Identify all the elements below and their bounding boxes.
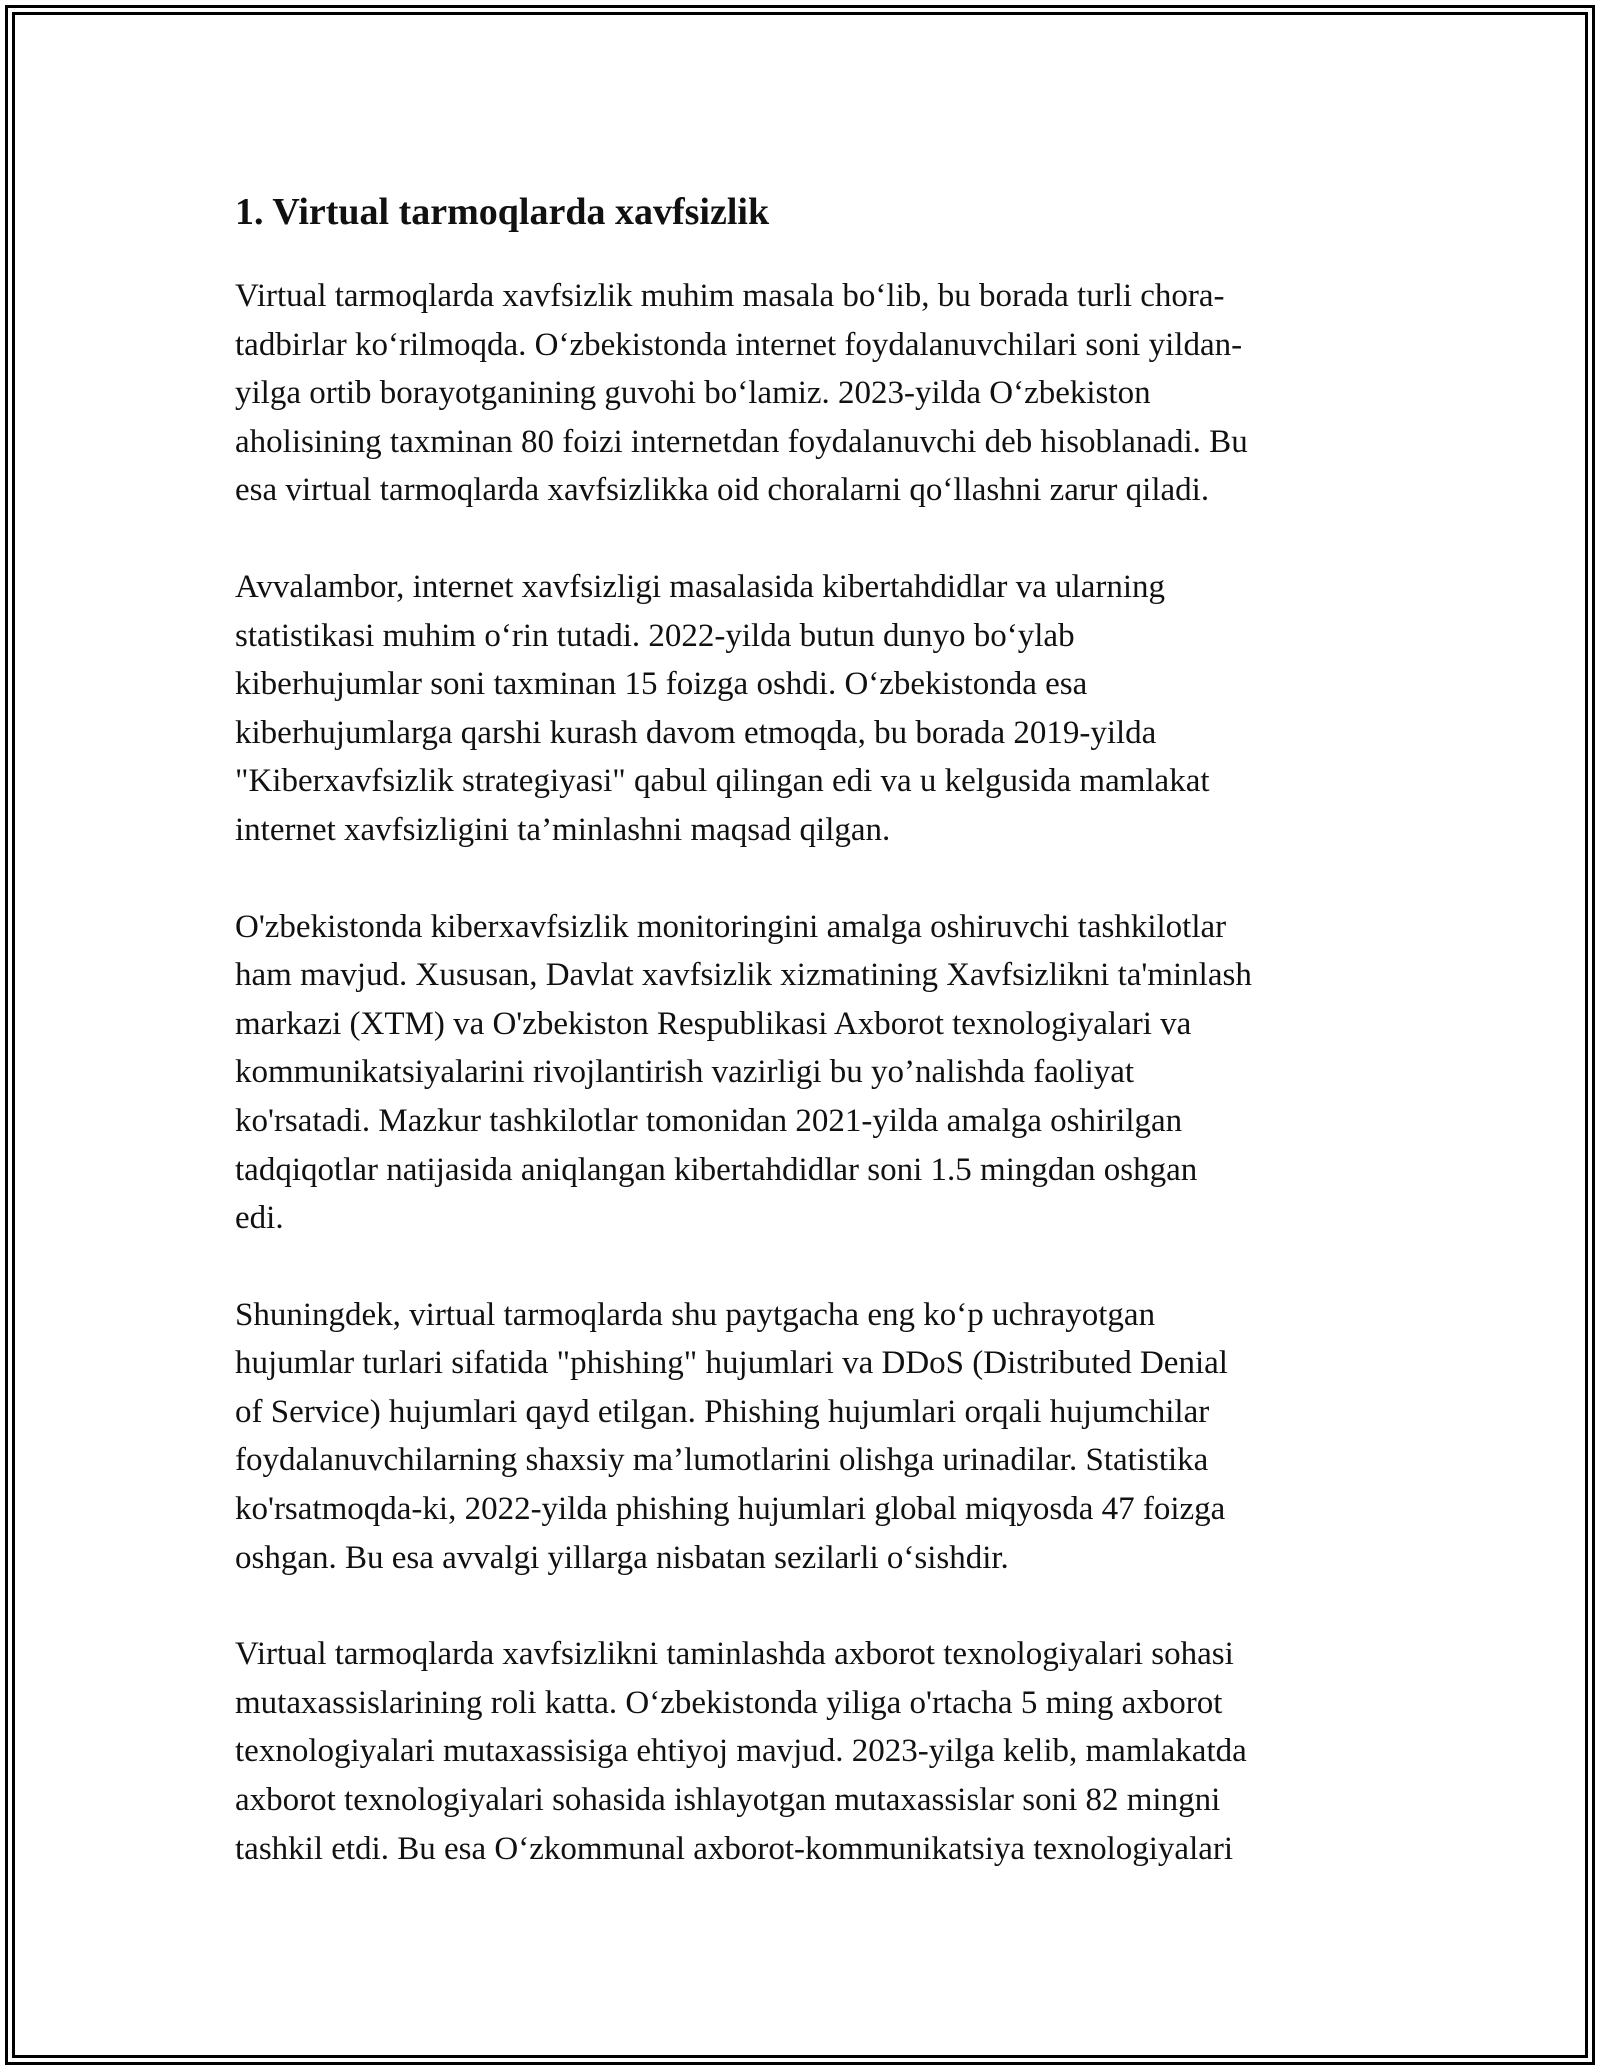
paragraph-line: ko'rsatadi. Mazkur tashkilotlar tomonidan 2021-yilda amalga oshirilgan [235, 1102, 1183, 1139]
paragraph-line: Shuningdek, virtual tarmoqlarda shu paytgacha eng ko‘p uchrayotgan [235, 1296, 1156, 1333]
paragraph-line: mutaxassislarining roli katta. O‘zbekistonda yiliga o'rtacha 5 ming axborot [235, 1684, 1223, 1721]
paragraph-line: aholisining taxminan 80 foizi internetdan foydalanuvchi deb hisoblanadi. Bu [235, 423, 1248, 460]
paragraph-line: ko'rsatmoqda-ki, 2022-yilda phishing hujumlari global miqyosda 47 foizga [235, 1491, 1226, 1528]
paragraph-5 [235, 1630, 1370, 1873]
document-body [235, 186, 1370, 1921]
paragraph-line: tashkil etdi. Bu esa O‘zkommunal axborot-kommunikatsiya texnologiyalari [235, 1830, 1234, 1867]
paragraph-line: statistikasi muhim o‘rin tutadi. 2022-yilda butun dunyo bo‘ylab [235, 617, 1075, 654]
paragraph-line: Virtual tarmoqlarda xavfsizlikni taminlashda axborot texnologiyalari sohasi [235, 1636, 1234, 1673]
paragraph-line: tadbirlar ko‘rilmoqda. O‘zbekistonda internet foydalanuvchilari soni yildan- [235, 326, 1243, 363]
paragraph-line: oshgan. Bu esa avvalgi yillarga nisbatan sezilarli o‘sishdir. [235, 1539, 1009, 1576]
paragraph-line: texnologiyalari mutaxassisiga ehtiyoj mavjud. 2023-yilga kelib, mamlakatda [235, 1733, 1247, 1770]
paragraph-1 [235, 272, 1370, 515]
paragraph-3 [235, 903, 1370, 1243]
paragraph-line: esa virtual tarmoqlarda xavfsizlikka oid choralarni qo‘llashni zarur qiladi. [235, 472, 1210, 509]
paragraph-line: of Service) hujumlari qayd etilgan. Phishing hujumlari orqali hujumchilar [235, 1393, 1210, 1430]
paragraph-line: O'zbekistonda kiberxavfsizlik monitoringini amalga oshiruvchi tashkilotlar [235, 908, 1227, 945]
paragraph-line: ham mavjud. Xususan, Davlat xavfsizlik xizmatining Xavfsizlikni ta'minlash [235, 957, 1252, 994]
paragraph-line: markazi (XTM) va O'zbekiston Respublikasi Axborot texnologiyalari va [235, 1005, 1192, 1042]
paragraph-line: yilga ortib borayotganining guvohi bo‘lamiz. 2023-yilda O‘zbekiston [235, 375, 1151, 412]
paragraph-4 [235, 1291, 1370, 1583]
paragraph-line: tadqiqotlar natijasida aniqlangan kibertahdidlar soni 1.5 mingdan oshgan [235, 1151, 1198, 1188]
paragraph-line: "Kiberxavfsizlik strategiyasi" qabul qilingan edi va u kelgusida mamlakat [235, 763, 1210, 800]
paragraph-line: kiberhujumlarga qarshi kurash davom etmoqda, bu borada 2019-yilda [235, 714, 1157, 751]
paragraph-line: internet xavfsizligini ta’minlashni maqsad qilgan. [235, 811, 891, 848]
paragraph-2 [235, 563, 1370, 855]
paragraph-line: axborot texnologiyalari sohasida ishlayotgan mutaxassislar soni 82 mingni [235, 1782, 1221, 1819]
paragraph-line: Avvalambor, internet xavfsizligi masalasida kibertahdidlar va ularning [235, 568, 1166, 605]
paragraph-line: foydalanuvchilarning shaxsiy ma’lumotlarini olishga urinadilar. Statistika [235, 1442, 1209, 1479]
paragraph-line: edi. [235, 1200, 284, 1237]
document-title: 1. Virtual tarmoqlarda xavfsizlik [235, 191, 770, 233]
paragraph-line: kommunikatsiyalarini rivojlantirish vazirligi bu yo’nalishda faoliyat [235, 1054, 1135, 1091]
paragraph-line: hujumlar turlari sifatida "phishing" hujumlari va DDoS (Distributed Denial [235, 1345, 1228, 1382]
paragraph-line: Virtual tarmoqlarda xavfsizlik muhim masala bo‘lib, bu borada turli chora- [235, 278, 1225, 314]
paragraph-line: kiberhujumlar soni taxminan 15 foizga oshdi. O‘zbekistonda esa [235, 666, 1088, 703]
